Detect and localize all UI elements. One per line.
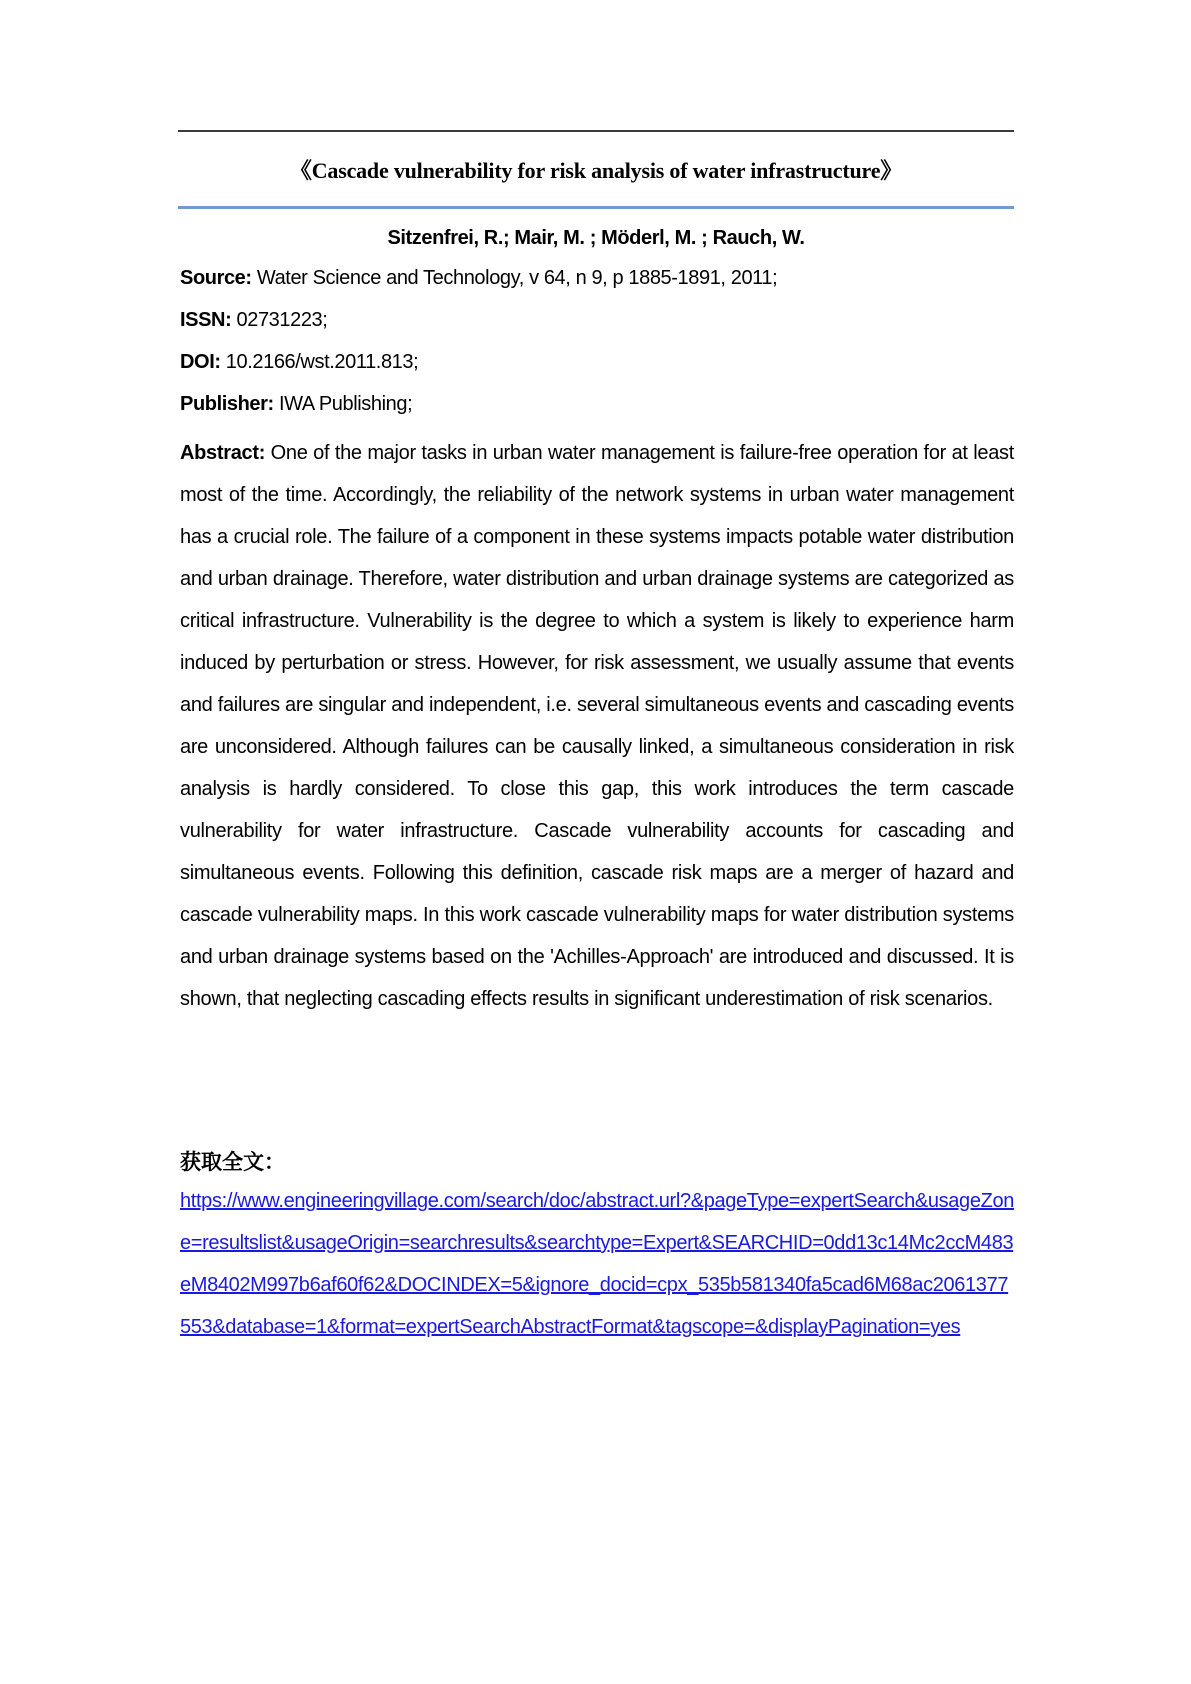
issn-value: 02731223; — [231, 309, 328, 331]
issn-line — [180, 306, 1014, 334]
publisher-value: IWA Publishing; — [273, 393, 413, 415]
fulltext-label: 获取全文： — [180, 1150, 285, 1174]
issn-label: ISSN: — [180, 309, 232, 331]
doi-line — [180, 348, 1014, 376]
source-label: Source: — [180, 267, 252, 289]
abstract-text: One of the major tasks in urban water management is failure-free operation for at least most of the time. Accordingly, the reliability of the network systems in urban water management has a crucial role. The failure of a component in these systems impacts potable water distribution and urban drainage. Therefore, water distribution and urban drainage systems are categorized as critical infrastructure. Vulnerability is the degree to which a system is likely to experience harm induced by perturbation or stress. However, for risk assessment, we usually assume that events and failures are singular and independent, i.e. several simultaneous events and cascading events are unconsidered. Although failures can be causally linked, a simultaneous consideration in risk analysis is hardly considered. To close this gap, this work introduces the term cascade vulnerability for water infrastructure. Cascade vulnerability accounts for cascading and simultaneous events. Following this definition, cascade risk maps are a merger of hazard and cascade vulnerability maps. In this work cascade vulnerability maps for water distribution systems and urban drainage systems based on the 'Achilles-Approach' are introduced and discussed. It is shown, that neglecting cascading effects results in significant underestimation of risk scenarios. — [180, 442, 1014, 1010]
publisher-line — [180, 390, 1014, 418]
source-line — [180, 264, 1014, 292]
title-rule-divider — [178, 206, 1014, 209]
top-rule-divider — [178, 130, 1014, 132]
fulltext-link[interactable]: https://www.engineeringvillage.com/search/doc/abstract.url?&pageType=expertSearch&usageZone=resultslist&usageOrigin=searchresults&searchtype=Expert&SEARCHID=0dd13c14Mc2ccM483eM8402M997b6af60f62&DOCINDEX=5&ignore_docid=cpx_535b581340fa5cad6M68ac2061377553&database=1&format=expertSearchAbstractFormat&tagscope=&displayPagination=yes — [180, 1190, 1014, 1338]
publisher-label: Publisher: — [180, 393, 274, 415]
paper-title: 《Cascade vulnerability for risk analysis of water infrastructure》 — [289, 158, 903, 183]
source-value: Water Science and Technology, v 64, n 9, p 1885-1891, 2011; — [251, 267, 778, 289]
doi-value: 10.2166/wst.2011.813; — [220, 351, 419, 373]
abstract-paragraph — [180, 432, 1014, 1020]
doi-label: DOI: — [180, 351, 221, 373]
abstract-label: Abstract: — [180, 442, 266, 464]
authors-line: Sitzenfrei, R.; Mair, M. ; Möderl, M. ; Rauch, W. — [387, 227, 805, 249]
